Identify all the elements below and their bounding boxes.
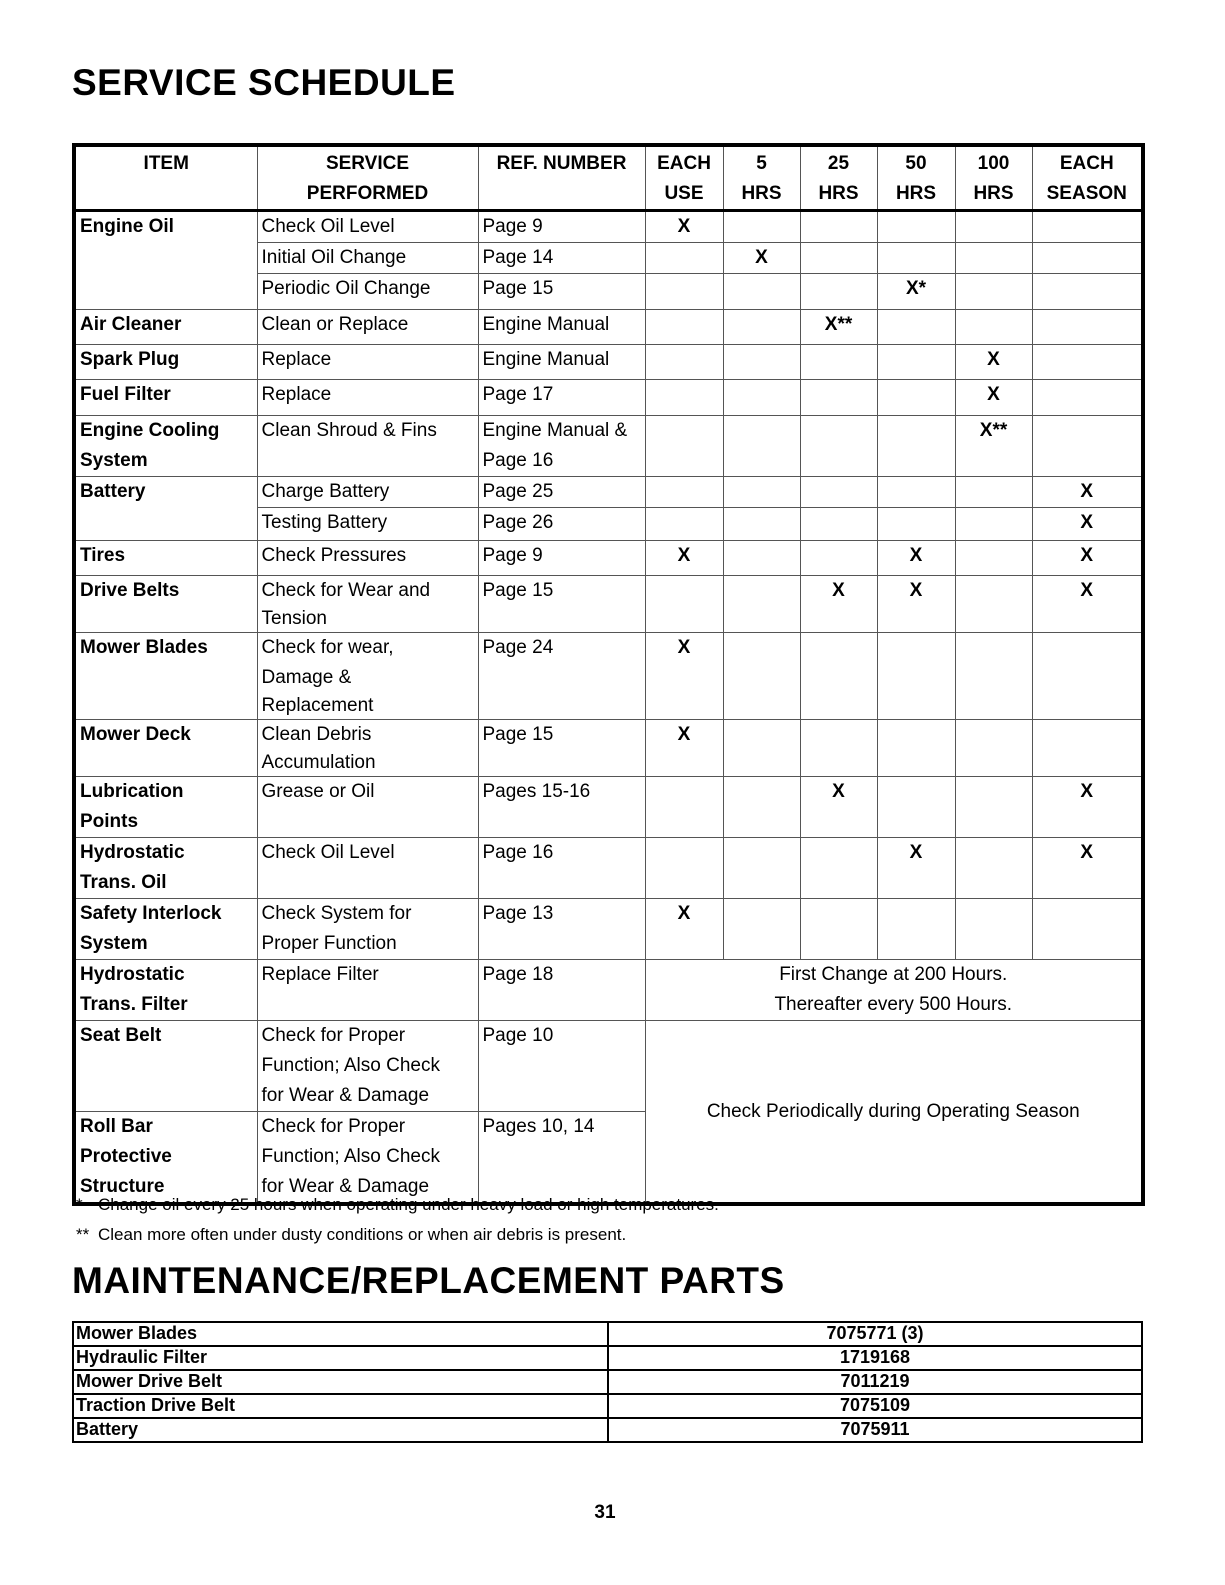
mark-5-hrs — [723, 345, 800, 380]
parts-row — [73, 1418, 1142, 1442]
mark-5-hrs — [723, 899, 800, 960]
service-cell: Check for Proper Function; Also Check for Wear & Damage — [257, 1021, 478, 1112]
item-mower-deck: Mower Deck — [74, 720, 257, 777]
mark-50-hrs: X* — [877, 274, 955, 310]
mark-100-hrs — [955, 541, 1032, 576]
ref-cell: Page 9 — [478, 211, 645, 243]
mark-50-hrs: X — [877, 541, 955, 576]
table-row — [74, 416, 1143, 477]
parts-row — [73, 1394, 1142, 1418]
mark-100-hrs — [955, 633, 1032, 720]
ref-cell: Pages 15-16 — [478, 777, 645, 838]
mark-100-hrs — [955, 576, 1032, 633]
mark-25-hrs: X** — [800, 310, 877, 345]
mark-each-use: X — [645, 633, 723, 720]
table-row — [74, 345, 1143, 380]
service-schedule-title: SERVICE SCHEDULE — [72, 62, 456, 103]
ref-cell: Page 15 — [478, 576, 645, 633]
mark-each-season — [1032, 899, 1143, 960]
service-cell: Check System for Proper Function — [257, 899, 478, 960]
ref-cell: Engine Manual — [478, 310, 645, 345]
mark-5-hrs — [723, 416, 800, 477]
mark-25-hrs — [800, 541, 877, 576]
mark-5-hrs — [723, 838, 800, 899]
ref-cell: Page 18 — [478, 960, 645, 1021]
item-hydrostatic-trans-oil: Hydrostatic Trans. Oil — [74, 838, 257, 899]
item-spark-plug: Spark Plug — [74, 345, 257, 380]
mark-each-use: X — [645, 899, 723, 960]
service-cell: Replace — [257, 380, 478, 416]
part-number: 7075109 — [608, 1394, 1142, 1418]
ref-cell: Page 10 — [478, 1021, 645, 1112]
mark-50-hrs — [877, 310, 955, 345]
replacement-parts-table — [72, 1321, 1143, 1443]
mark-100-hrs — [955, 477, 1032, 508]
mark-25-hrs — [800, 274, 877, 310]
mark-each-use — [645, 416, 723, 477]
table-row — [74, 838, 1143, 899]
replacement-parts-title: MAINTENANCE/REPLACEMENT PARTS — [72, 1260, 785, 1301]
mark-5-hrs — [723, 310, 800, 345]
mark-100-hrs — [955, 838, 1032, 899]
mark-100-hrs — [955, 274, 1032, 310]
item-air-cleaner: Air Cleaner — [74, 310, 257, 345]
mark-25-hrs — [800, 720, 877, 777]
mark-100-hrs — [955, 777, 1032, 838]
header-100-hrs: 100 HRS — [955, 145, 1032, 211]
table-row — [74, 310, 1143, 345]
parts-row — [73, 1346, 1142, 1370]
mark-25-hrs: X — [800, 576, 877, 633]
table-row — [74, 720, 1143, 777]
mark-5-hrs — [723, 274, 800, 310]
mark-each-season: X — [1032, 576, 1143, 633]
item-tires: Tires — [74, 541, 257, 576]
service-cell: Periodic Oil Change — [257, 274, 478, 310]
part-name: Hydraulic Filter — [73, 1346, 608, 1370]
mark-each-season — [1032, 274, 1143, 310]
ref-cell: Page 15 — [478, 274, 645, 310]
table-row — [74, 477, 1143, 508]
footnote-double-asterisk: ** Clean more often under dusty conditions or when air debris is present. — [76, 1225, 627, 1244]
parts-row — [73, 1370, 1142, 1394]
mark-each-use — [645, 576, 723, 633]
mark-50-hrs — [877, 345, 955, 380]
service-cell: Check for Proper Function; Also Check for Wear & Damage — [257, 1112, 478, 1205]
mark-each-season — [1032, 380, 1143, 416]
table-row — [74, 211, 1143, 243]
mark-each-season: X — [1032, 477, 1143, 508]
service-cell: Clean Debris Accumulation — [257, 720, 478, 777]
item-roll-bar-protective-structure: Roll Bar Protective Structure — [74, 1112, 257, 1205]
mark-25-hrs — [800, 508, 877, 541]
mark-100-hrs — [955, 899, 1032, 960]
ref-cell: Engine Manual & Page 16 — [478, 416, 645, 477]
mark-25-hrs — [800, 345, 877, 380]
mark-5-hrs — [723, 508, 800, 541]
mark-100-hrs — [955, 720, 1032, 777]
mark-each-use — [645, 310, 723, 345]
mark-100-hrs: X — [955, 380, 1032, 416]
mark-5-hrs — [723, 633, 800, 720]
mark-each-use — [645, 243, 723, 274]
mark-each-season: X — [1032, 508, 1143, 541]
mark-50-hrs — [877, 380, 955, 416]
mark-5-hrs — [723, 576, 800, 633]
service-cell: Replace — [257, 345, 478, 380]
item-hydrostatic-trans-filter: Hydrostatic Trans. Filter — [74, 960, 257, 1021]
mark-100-hrs: X** — [955, 416, 1032, 477]
service-cell: Charge Battery — [257, 477, 478, 508]
mark-each-season — [1032, 310, 1143, 345]
part-name: Traction Drive Belt — [73, 1394, 608, 1418]
page-number: 31 — [594, 1502, 616, 1523]
table-row — [74, 777, 1143, 838]
mark-50-hrs — [877, 211, 955, 243]
item-engine-cooling-system: Engine Cooling System — [74, 416, 257, 477]
mark-5-hrs — [723, 380, 800, 416]
mark-100-hrs — [955, 508, 1032, 541]
service-cell: Clean or Replace — [257, 310, 478, 345]
service-cell: Testing Battery — [257, 508, 478, 541]
item-drive-belts: Drive Belts — [74, 576, 257, 633]
header-item: ITEM — [74, 145, 257, 211]
item-seat-belt: Seat Belt — [74, 1021, 257, 1112]
mark-25-hrs — [800, 416, 877, 477]
mark-50-hrs: X — [877, 576, 955, 633]
mark-each-season: X — [1032, 838, 1143, 899]
mark-each-use — [645, 345, 723, 380]
mark-25-hrs — [800, 211, 877, 243]
service-cell: Initial Oil Change — [257, 243, 478, 274]
header-25-hrs: 25 HRS — [800, 145, 877, 211]
ref-cell: Page 17 — [478, 380, 645, 416]
mark-each-use: X — [645, 720, 723, 777]
mark-25-hrs — [800, 838, 877, 899]
mark-25-hrs — [800, 899, 877, 960]
mark-each-season — [1032, 211, 1143, 243]
mark-50-hrs — [877, 720, 955, 777]
mark-50-hrs — [877, 633, 955, 720]
footnote-single-asterisk: * Change oil every 25 hours when operating under heavy load or high temperatures. — [76, 1195, 719, 1214]
service-cell: Check Oil Level — [257, 838, 478, 899]
mark-50-hrs — [877, 508, 955, 541]
mark-25-hrs — [800, 633, 877, 720]
mark-50-hrs — [877, 416, 955, 477]
part-name: Battery — [73, 1418, 608, 1442]
mark-each-season: X — [1032, 777, 1143, 838]
header-ref: REF. NUMBER — [478, 145, 645, 211]
ref-cell: Page 9 — [478, 541, 645, 576]
ref-cell: Page 24 — [478, 633, 645, 720]
mark-100-hrs — [955, 243, 1032, 274]
mark-each-use — [645, 838, 723, 899]
ref-cell: Page 14 — [478, 243, 645, 274]
footnotes — [76, 1190, 719, 1250]
item-engine-oil: Engine Oil — [74, 211, 257, 310]
ref-cell: Page 15 — [478, 720, 645, 777]
mark-50-hrs — [877, 243, 955, 274]
header-5-hrs: 5 HRS — [723, 145, 800, 211]
table-row — [74, 899, 1143, 960]
periodic-check-note: Check Periodically during Operating Season — [645, 1021, 1143, 1205]
service-cell: Check for Wear and Tension — [257, 576, 478, 633]
mark-each-use: X — [645, 541, 723, 576]
ref-cell: Page 25 — [478, 477, 645, 508]
parts-row — [73, 1322, 1142, 1346]
service-cell: Check Oil Level — [257, 211, 478, 243]
service-cell: Check for wear, Damage & Replacement — [257, 633, 478, 720]
filter-change-note: First Change at 200 Hours. Thereafter every 500 Hours. — [645, 960, 1143, 1021]
table-row — [74, 960, 1143, 1021]
mark-5-hrs — [723, 477, 800, 508]
part-number: 7075771 (3) — [608, 1322, 1142, 1346]
ref-cell: Page 26 — [478, 508, 645, 541]
table-row — [74, 380, 1143, 416]
header-50-hrs: 50 HRS — [877, 145, 955, 211]
ref-cell: Engine Manual — [478, 345, 645, 380]
mark-100-hrs: X — [955, 345, 1032, 380]
ref-cell: Page 13 — [478, 899, 645, 960]
mark-50-hrs — [877, 899, 955, 960]
part-name: Mower Drive Belt — [73, 1370, 608, 1394]
mark-each-use — [645, 274, 723, 310]
part-name: Mower Blades — [73, 1322, 608, 1346]
mark-25-hrs — [800, 243, 877, 274]
mark-5-hrs — [723, 211, 800, 243]
table-row — [74, 633, 1143, 720]
mark-each-use — [645, 380, 723, 416]
mark-50-hrs — [877, 777, 955, 838]
service-cell: Check Pressures — [257, 541, 478, 576]
ref-cell: Pages 10, 14 — [478, 1112, 645, 1205]
mark-25-hrs — [800, 477, 877, 508]
mark-100-hrs — [955, 211, 1032, 243]
schedule-header-row — [74, 145, 1143, 211]
service-cell: Grease or Oil — [257, 777, 478, 838]
mark-each-use: X — [645, 211, 723, 243]
item-lubrication-points: Lubrication Points — [74, 777, 257, 838]
mark-5-hrs: X — [723, 243, 800, 274]
item-fuel-filter: Fuel Filter — [74, 380, 257, 416]
mark-100-hrs — [955, 310, 1032, 345]
mark-5-hrs — [723, 720, 800, 777]
item-battery: Battery — [74, 477, 257, 541]
mark-each-use — [645, 477, 723, 508]
header-each-season: EACH SEASON — [1032, 145, 1143, 211]
mark-each-season — [1032, 345, 1143, 380]
mark-5-hrs — [723, 777, 800, 838]
service-cell: Clean Shroud & Fins — [257, 416, 478, 477]
mark-each-season: X — [1032, 541, 1143, 576]
ref-cell: Page 16 — [478, 838, 645, 899]
mark-5-hrs — [723, 541, 800, 576]
service-cell: Replace Filter — [257, 960, 478, 1021]
mark-each-season — [1032, 243, 1143, 274]
mark-each-use — [645, 508, 723, 541]
table-row — [74, 576, 1143, 633]
mark-each-season — [1032, 720, 1143, 777]
item-mower-blades: Mower Blades — [74, 633, 257, 720]
part-number: 7075911 — [608, 1418, 1142, 1442]
header-service: SERVICE PERFORMED — [257, 145, 478, 211]
mark-each-season — [1032, 416, 1143, 477]
table-row — [74, 1021, 1143, 1112]
table-row — [74, 541, 1143, 576]
header-each-use: EACH USE — [645, 145, 723, 211]
mark-25-hrs — [800, 380, 877, 416]
mark-25-hrs: X — [800, 777, 877, 838]
item-safety-interlock-system: Safety Interlock System — [74, 899, 257, 960]
mark-each-use — [645, 777, 723, 838]
part-number: 1719168 — [608, 1346, 1142, 1370]
mark-50-hrs — [877, 477, 955, 508]
part-number: 7011219 — [608, 1370, 1142, 1394]
mark-each-season — [1032, 633, 1143, 720]
mark-50-hrs: X — [877, 838, 955, 899]
service-schedule-table — [72, 143, 1145, 1206]
